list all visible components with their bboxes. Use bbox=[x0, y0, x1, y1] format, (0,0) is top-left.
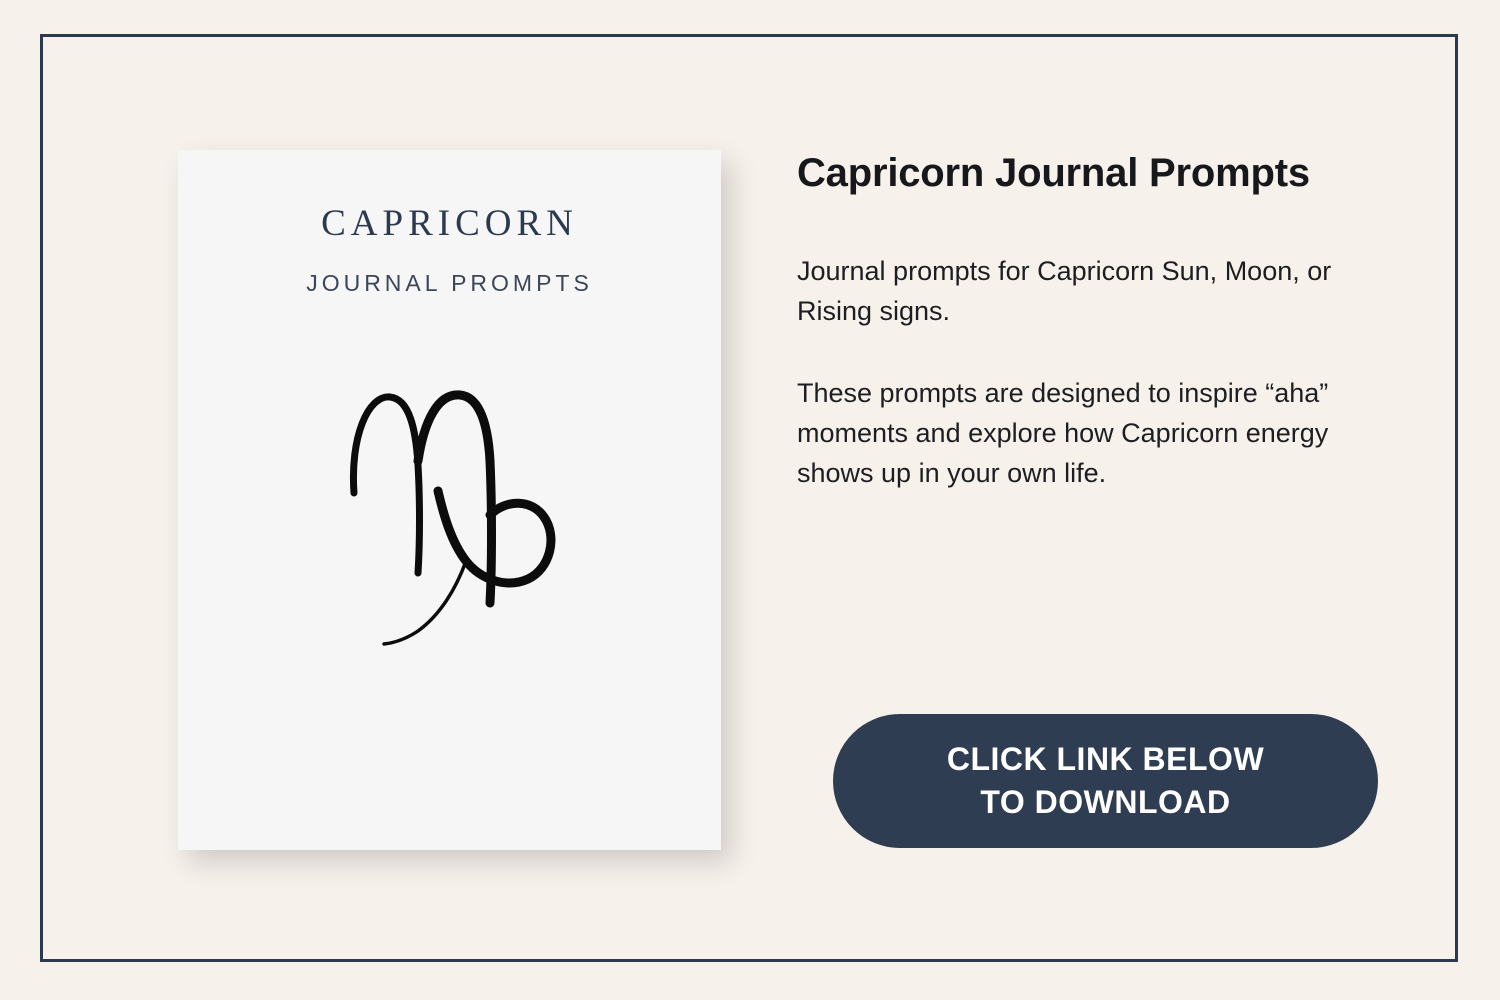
cover-subtitle: JOURNAL PROMPTS bbox=[306, 270, 593, 296]
page-title: Capricorn Journal Prompts bbox=[797, 151, 1310, 195]
cta-line-2: TO DOWNLOAD bbox=[980, 784, 1231, 820]
capricorn-zodiac-glyph-icon bbox=[178, 365, 721, 695]
cover-surface bbox=[178, 150, 721, 850]
info-column bbox=[797, 150, 1397, 494]
cover-title: CAPRICORN bbox=[321, 203, 578, 244]
download-cta-button[interactable] bbox=[833, 714, 1378, 848]
description-paragraph-1: Journal prompts for Capricorn Sun, Moon, or Rising signs. bbox=[797, 256, 1332, 326]
product-cover bbox=[178, 150, 721, 850]
cta-line-1: CLICK LINK BELOW bbox=[946, 740, 1265, 777]
description-paragraph-2: These prompts are designed to inspire “aha” moments and explore how Capricorn energy shows up in your own life. bbox=[797, 377, 1329, 488]
